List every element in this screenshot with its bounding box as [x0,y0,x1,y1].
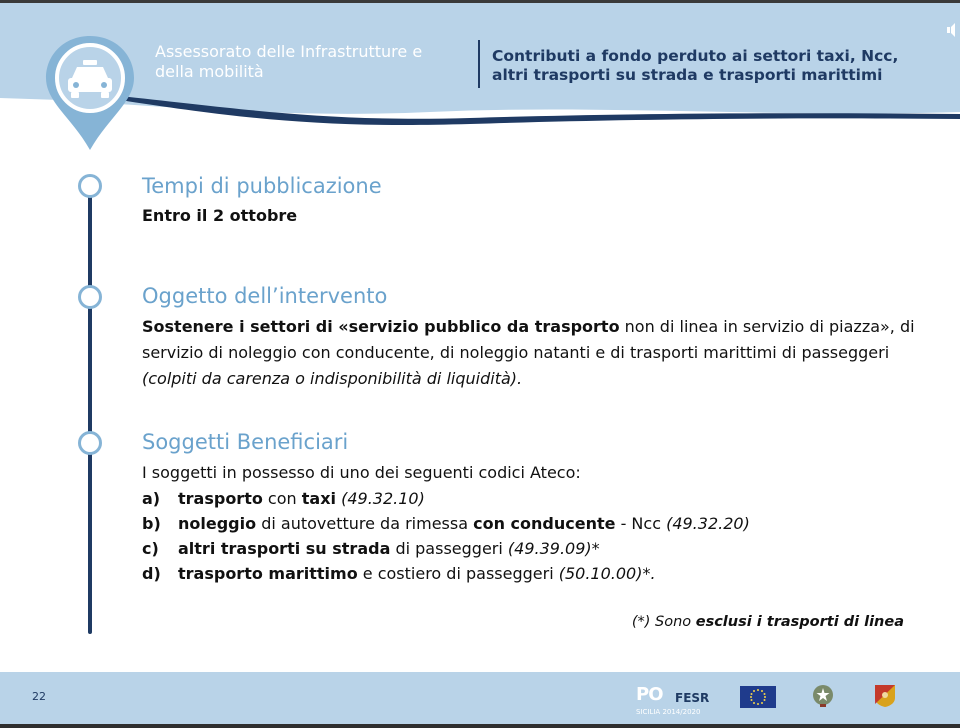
item-text: - Ncc [615,514,667,533]
footnote-bold: esclusi i trasporti di linea [695,614,904,630]
item-text: con [262,489,302,508]
item-bold: altri trasporti su strada [178,539,391,558]
list-item [142,536,750,561]
page-number: 22 [32,690,46,703]
list-letter: d) [142,564,161,583]
item-code: (49.32.20) [666,514,750,533]
oggetto-body [142,314,932,392]
department-name: Assessorato delle Infrastrutture e della mobilità [155,42,423,81]
po-logo: PO [636,684,663,705]
list-item [142,486,750,511]
section-title-oggetto: Oggetto dell’intervento [142,284,388,308]
item-bold: noleggio [178,514,257,533]
item-bold: taxi [301,489,336,508]
ateco-list [142,486,750,586]
item-bold: con conducente [473,514,616,533]
timeline-node-tempi [78,174,102,198]
sicily-region-emblem-icon [874,684,896,708]
item-bold: trasporto marittimo [178,564,358,583]
oggetto-body-plain: non di linea in servizio di piazza», di servizio di noleggio con conducente, di noleggio natanti e di trasporti marittimi di passeggeri [142,317,915,362]
item-code: (49.32.10) [341,489,425,508]
list-letter: b) [142,514,161,533]
timeline-node-soggetti [78,431,102,455]
page-title: Contributi a fondo perduto ai settori taxi, Ncc, altri trasporti su strada e trasporti marittimi [492,47,899,84]
item-code: (50.10.00)*. [558,564,656,583]
speaker-icon [947,22,959,38]
timeline-node-oggetto [78,285,102,309]
location-pin [40,30,140,154]
footnote-prefix: (*) Sono [631,614,696,630]
list-item [142,511,750,536]
header-divider [478,40,480,88]
list-item [142,561,750,586]
po-logo-subtitle: SICILIA 2014/2020 [636,708,701,716]
item-bold: trasporto [178,489,263,508]
oggetto-body-italic: (colpiti da carenza o indisponibilità di liquidità). [142,369,523,388]
section-title-soggetti: Soggetti Beneficiari [142,430,349,454]
list-letter: c) [142,539,159,558]
fesr-logo: FESR [675,691,710,705]
eu-flag-icon [740,686,776,708]
oggetto-body-bold: Sostenere i settori di «servizio pubblico da trasporto [142,317,620,336]
soggetti-intro: I soggetti in possesso di uno dei seguenti codici Ateco: [142,463,581,482]
bottom-frame-bar [0,724,960,728]
tempi-body: Entro il 2 ottobre [142,206,298,225]
timeline-line [88,186,92,634]
item-text: di autovetture da rimessa [256,514,474,533]
section-title-tempi: Tempi di pubblicazione [142,174,382,198]
footnote [632,614,904,630]
list-letter: a) [142,489,161,508]
item-text: e costiero di passeggeri [357,564,559,583]
item-text: di passeggeri [390,539,508,558]
item-code: (49.39.09)* [507,539,600,558]
italian-republic-emblem-icon [811,683,835,709]
